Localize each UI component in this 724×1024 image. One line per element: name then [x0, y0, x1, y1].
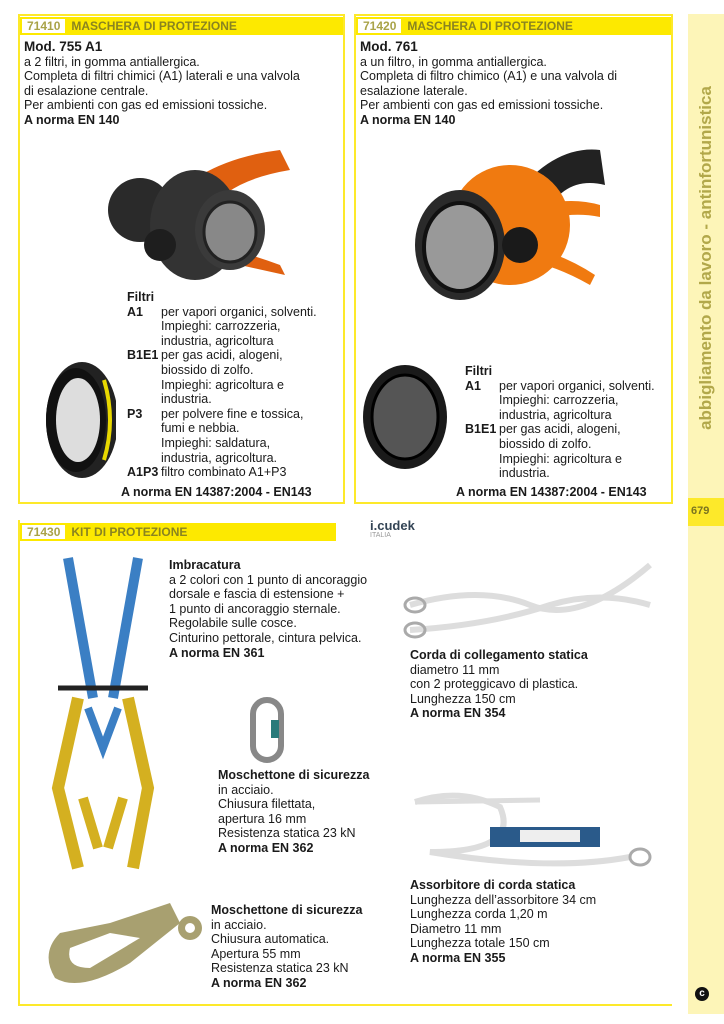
filter-row	[127, 305, 317, 349]
text-line: per polvere fine e tossica,	[161, 406, 304, 421]
filter-row	[127, 465, 317, 480]
kit-item-rope	[410, 648, 588, 721]
mask-image	[100, 140, 300, 290]
text-line: Lunghezza dell’assorbitore 34 cm	[410, 892, 597, 907]
text-line: Moschettone di sicurezza	[211, 903, 363, 917]
desc-line: di esalazione centrale.	[24, 83, 149, 98]
text-line: Impieghi: agricoltura e	[161, 377, 284, 392]
filter-row	[465, 379, 655, 423]
product-header	[356, 17, 671, 35]
text-line: Impieghi: agricoltura e	[499, 451, 622, 466]
text-line: industria, agricoltura.	[161, 450, 278, 465]
copyright-icon: c	[695, 987, 709, 1001]
hook-image	[30, 893, 205, 993]
text-line: apertura 16 mm	[218, 811, 307, 826]
text-line: Lunghezza totale 150 cm	[410, 936, 550, 951]
text-line: Lunghezza 150 cm	[410, 691, 516, 706]
text-line: Impieghi: carrozzeria,	[499, 393, 619, 408]
product-title: KIT DI PROTEZIONE	[71, 525, 188, 539]
text-line: Imbracatura	[169, 558, 241, 572]
text-line: industria, agricoltura	[499, 407, 612, 422]
desc-line: Per ambienti con gas ed emissioni tossiche.	[24, 98, 268, 113]
text-line: per vapori organici, solventi.	[499, 378, 655, 393]
page-number: 679	[688, 498, 724, 526]
harness-image	[38, 548, 168, 873]
filters-standard: A norma EN 14387:2004 - EN143	[456, 485, 647, 499]
kit-item-absorber	[410, 878, 596, 966]
desc-line: Per ambienti con gas ed emissioni tossiche.	[360, 98, 604, 113]
filter-code: A1	[127, 304, 143, 319]
product-code: 71420	[358, 19, 401, 33]
product-code: 71410	[22, 19, 65, 33]
text-line: Diametro 11 mm	[410, 921, 502, 936]
product-header	[20, 17, 343, 35]
kit-item-harness	[169, 558, 367, 660]
filter-code: P3	[127, 406, 143, 421]
filter-code: B1E1	[465, 422, 497, 437]
shock-absorber-image	[400, 782, 662, 877]
desc-line: a un filtro, in gomma antiallergica.	[360, 54, 547, 69]
kit-bottom-border	[18, 1004, 672, 1006]
text-line: A norma EN 354	[410, 706, 506, 721]
category-label: abbigliamento da lavoro - antinfortunistica	[696, 86, 715, 430]
text-line: A norma EN 362	[218, 840, 314, 855]
text-line: A norma EN 361	[169, 645, 265, 660]
standard: A norma EN 140	[24, 112, 120, 127]
product-title: MASCHERA DI PROTEZIONE	[407, 19, 573, 33]
text-line: 1 punto di ancoraggio sternale.	[169, 601, 341, 616]
model: Mod. 761	[360, 39, 418, 54]
kit-item-carabiner	[218, 768, 369, 856]
filter-code: A1	[465, 378, 481, 393]
filter-cartridge-image	[36, 360, 116, 480]
text-line: Chiusura automatica.	[211, 932, 330, 947]
text-line: A norma EN 362	[211, 975, 307, 990]
standard: A norma EN 140	[360, 112, 456, 127]
text-line: con 2 proteggicavo di plastica.	[410, 677, 579, 692]
rope-image	[400, 545, 662, 645]
product-description	[24, 40, 300, 128]
text-line: dorsale e fascia di estensione +	[169, 587, 345, 602]
product-title: MASCHERA DI PROTEZIONE	[71, 19, 237, 33]
desc-line: Completa di filtro chimico (A1) e una valvola di	[360, 69, 618, 84]
text-line: fumi e nebbia.	[161, 421, 240, 436]
text-line: per vapori organici, solventi.	[161, 304, 317, 319]
product-code: 71430	[22, 525, 65, 539]
filter-row	[465, 422, 655, 480]
brand-logo: i.cudek ITALIA	[370, 518, 415, 539]
kit-left-border	[18, 520, 20, 1006]
text-line: filtro combinato A1+P3	[161, 465, 287, 480]
text-line: in acciaio.	[218, 782, 274, 797]
filters-list	[127, 290, 317, 480]
text-line: Impieghi: saldatura,	[161, 435, 271, 450]
text-line: per gas acidi, alogeni,	[161, 348, 283, 363]
text-line: Assorbitore di corda statica	[410, 878, 576, 892]
text-line: Resistenza statica 23 kN	[218, 826, 356, 841]
filter-cartridge-image	[360, 362, 460, 472]
text-line: Apertura 55 mm	[211, 946, 301, 961]
mask-image	[405, 135, 615, 315]
product-header	[20, 523, 336, 541]
text-line: Lunghezza corda 1,20 m	[410, 907, 548, 922]
text-line: Chiusura filettata,	[218, 797, 316, 812]
desc-line: a 2 filtri, in gomma antiallergica.	[24, 54, 200, 69]
text-line: A norma EN 355	[410, 950, 506, 965]
filter-code: B1E1	[127, 348, 159, 363]
text-line: Impieghi: carrozzeria,	[161, 319, 281, 334]
filters-title: Filtri	[127, 290, 155, 304]
desc-line: Completa di filtri chimici (A1) laterali e una valvola	[24, 69, 300, 84]
text-line: Cinturino pettorale, cintura pelvica.	[169, 630, 362, 645]
text-line: diametro 11 mm	[410, 662, 500, 677]
carabiner-image	[245, 695, 290, 765]
text-line: in acciaio.	[211, 917, 267, 932]
text-line: Resistenza statica 23 kN	[211, 961, 349, 976]
text-line: Moschettone di sicurezza	[218, 768, 370, 782]
filter-row	[127, 348, 317, 406]
text-line: per gas acidi, alogeni,	[499, 422, 621, 437]
filters-list	[465, 364, 655, 481]
text-line: biossido di zolfo.	[161, 362, 254, 377]
text-line: industria, agricoltura	[161, 333, 274, 348]
product-description	[360, 40, 617, 128]
desc-line: esalazione laterale.	[360, 83, 468, 98]
text-line: Corda di collegamento statica	[410, 648, 588, 662]
filters-standard: A norma EN 14387:2004 - EN143	[121, 485, 312, 499]
text-line: industria.	[499, 466, 550, 481]
text-line: Regolabile sulle cosce.	[169, 616, 297, 631]
model: Mod. 755 A1	[24, 39, 103, 54]
text-line: biossido di zolfo.	[499, 436, 592, 451]
text-line: industria.	[161, 392, 212, 407]
filter-code: A1P3	[127, 465, 159, 480]
filters-title: Filtri	[465, 364, 493, 378]
filter-row	[127, 407, 317, 465]
kit-item-hook	[211, 903, 362, 991]
text-line: a 2 colori con 1 punto di ancoraggio	[169, 572, 368, 587]
